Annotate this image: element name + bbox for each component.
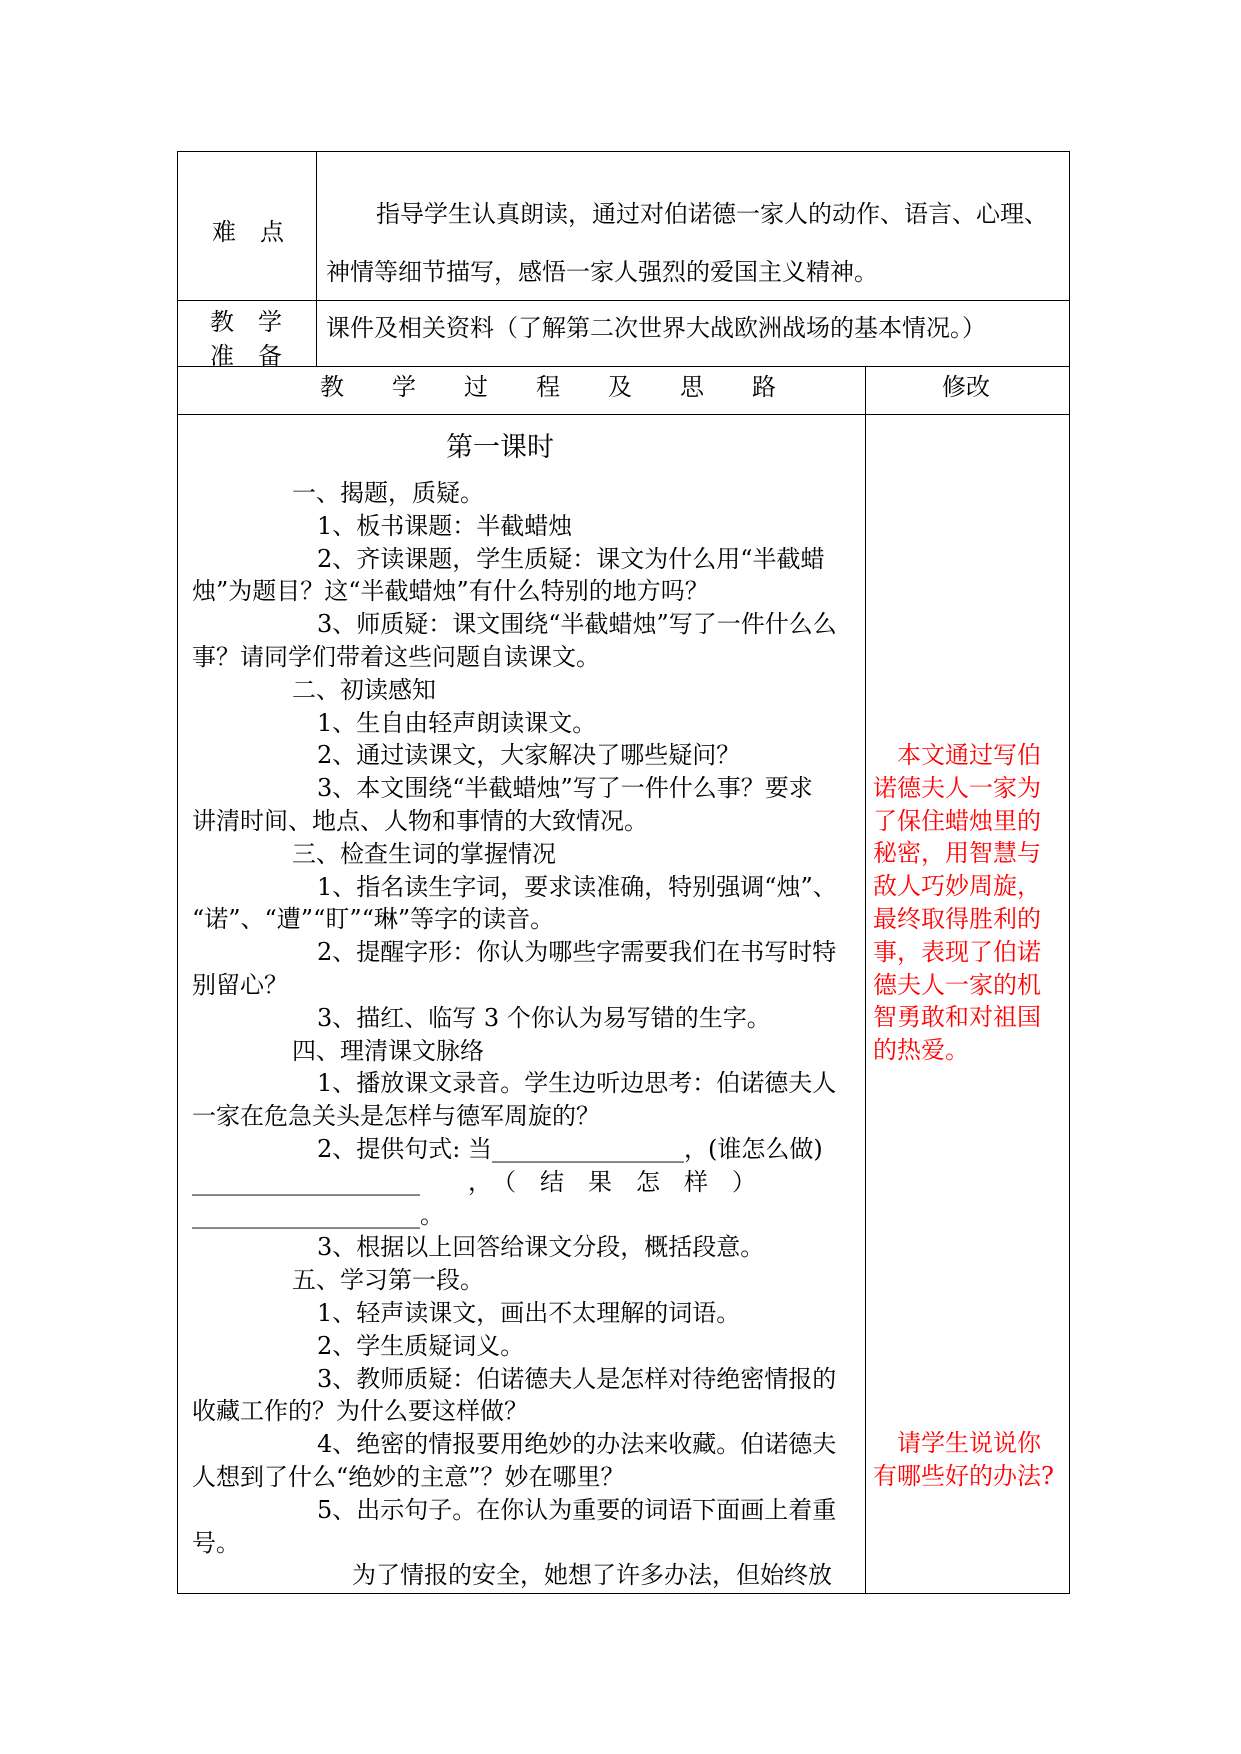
lesson-line: 3、根据以上回答给课文分段，概括段意。 xyxy=(317,1233,765,1262)
lesson-line: 1、板书课题：半截蜡烛 xyxy=(317,511,573,540)
lesson-title: 第一课时 xyxy=(446,432,554,463)
note-line: 请学生说说你 xyxy=(873,1429,1041,1457)
lesson-line: 号。 xyxy=(192,1528,240,1557)
lesson-line: 1、指名读生字词，要求读准确，特别强调“烛”、 xyxy=(317,872,837,901)
lesson-line: 2、齐读课题，学生质疑：课文为什么用“半截蜡 xyxy=(317,544,825,573)
lesson-line: 4、绝密的情报要用绝妙的办法来收藏。伯诺德夫 xyxy=(317,1430,837,1459)
lesson-line: 2、提醒字形：你认为哪些字需要我们在书写时特 xyxy=(317,938,837,967)
row-divider xyxy=(178,414,1069,415)
prep-text: 课件及相关资料（了解第二次世界大战欧洲战场的基本情况。） xyxy=(326,314,986,342)
lesson-line: 1、生自由轻声朗读课文。 xyxy=(317,708,597,737)
lesson-line: 一家在危急关头是怎样与德军周旋的？ xyxy=(192,1102,600,1131)
lesson-line: 人想到了什么“绝妙的主意”？妙在哪里？ xyxy=(192,1463,625,1491)
lesson-line: 2、通过读课文，大家解决了哪些疑问？ xyxy=(317,741,741,770)
note-line: 德夫人一家的机 xyxy=(873,970,1041,999)
lesson-line: ___________________ ， （ 结 果 怎 样 ） xyxy=(192,1167,756,1196)
note-line: 本文通过写伯 xyxy=(873,741,1041,769)
lesson-line: “诺”、“遭”“盯”“琳”等字的读音。 xyxy=(192,905,555,934)
difficulty-text-line-2: 神情等细节描写，感悟一家人强烈的爱国主义精神。 xyxy=(326,258,878,286)
note-line: 的热爱。 xyxy=(873,1036,969,1065)
lesson-line: 5、出示句子。在你认为重要的词语下面画上着重 xyxy=(317,1495,837,1524)
prep-label-bottom: 准 备 xyxy=(210,342,282,370)
lesson-line: 三、检查生词的掌握情况 xyxy=(292,839,556,868)
lesson-line: 3、师质疑：课文围绕“半截蜡烛”写了一件什么么 xyxy=(317,610,837,639)
lesson-line: 3、教师质疑：伯诺德夫人是怎样对待绝密情报的 xyxy=(317,1364,837,1393)
note-line: 有哪些好的办法? xyxy=(873,1461,1054,1490)
prep-label-top: 教 学 xyxy=(210,308,282,336)
lesson-plan-table xyxy=(177,151,1070,1594)
lesson-line: ___________________。 xyxy=(192,1200,444,1229)
note-line: 敌人巧妙周旋， xyxy=(873,872,1041,901)
note-line: 最终取得胜利的 xyxy=(873,905,1041,933)
lesson-line: 别留心？ xyxy=(192,971,288,999)
lesson-line: 3、描红、临写 3 个你认为易写错的生字。 xyxy=(317,1003,771,1032)
lesson-line: 1、轻声读课文，画出不太理解的词语。 xyxy=(317,1299,741,1327)
lesson-line: 烛”为题目？这“半截蜡烛”有什么特别的地方吗？ xyxy=(192,577,709,606)
note-line: 了保住蜡烛里的 xyxy=(873,806,1041,835)
lesson-line: 一、揭题，质疑。 xyxy=(292,479,484,507)
lesson-line: 收藏工作的？为什么要这样做？ xyxy=(192,1397,528,1426)
lesson-line: 为了情报的安全，她想了许多办法，但始终放 xyxy=(352,1561,832,1590)
note-line: 秘密，用智慧与 xyxy=(873,839,1041,868)
lesson-line: 1、播放课文录音。学生边听边思考：伯诺德夫人 xyxy=(317,1069,837,1098)
difficulty-label: 难 点 xyxy=(212,218,284,246)
lesson-line: 事？请同学们带着这些问题自读课文。 xyxy=(192,643,600,671)
lesson-line: 3、本文围绕“半截蜡烛”写了一件什么事？要求 xyxy=(317,774,813,803)
notes-column-divider xyxy=(865,366,866,1593)
row-divider xyxy=(178,366,1069,367)
lesson-line: 2、学生质疑词义。 xyxy=(317,1331,525,1360)
lesson-line: 五、学习第一段。 xyxy=(292,1266,484,1295)
note-line: 智勇敢和对祖国 xyxy=(873,1003,1041,1032)
revise-header: 修改 xyxy=(942,373,990,401)
lesson-line: 2、提供句式: 当________________，(谁怎么做) xyxy=(317,1135,823,1163)
process-header: 教 学 过 程 及 思 路 xyxy=(320,373,776,401)
lesson-line: 四、理清课文脉络 xyxy=(292,1036,484,1065)
lesson-line: 讲清时间、地点、人物和事情的大致情况。 xyxy=(192,807,648,835)
note-line: 事，表现了伯诺 xyxy=(873,937,1041,966)
lesson-line: 二、初读感知 xyxy=(292,675,436,704)
note-line: 诺德夫人一家为 xyxy=(873,773,1041,802)
row-divider xyxy=(178,300,1069,301)
label-column-divider xyxy=(316,152,317,366)
difficulty-text-line-1: 指导学生认真朗读，通过对伯诺德一家人的动作、语言、心理、 xyxy=(376,200,1048,228)
